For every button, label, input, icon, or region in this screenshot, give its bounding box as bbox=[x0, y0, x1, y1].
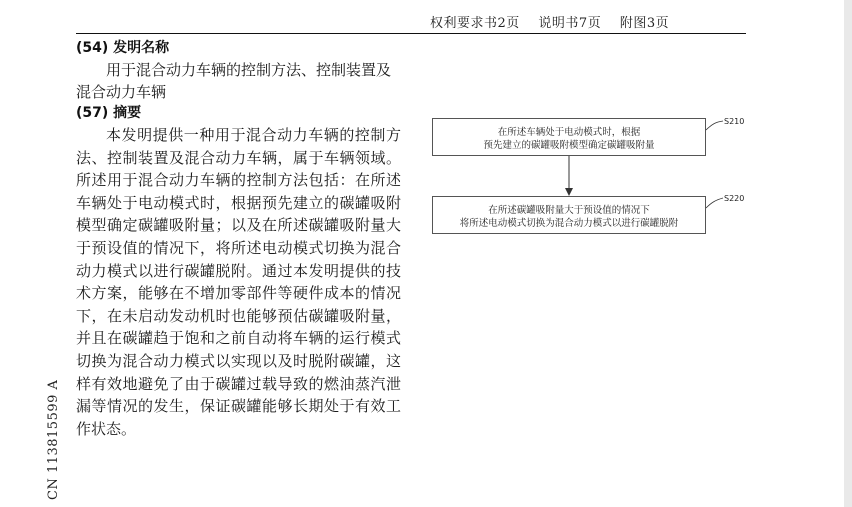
leader-line-s210 bbox=[706, 121, 723, 130]
step-s210-line2: 预先建立的碳罐吸附模型确定碳罐吸附量 bbox=[483, 140, 655, 151]
drawing-pages: 附图3页 bbox=[619, 16, 670, 31]
step-s210-line1: 在所述车辆处于电动模式时，根据 bbox=[497, 127, 641, 138]
page-header bbox=[430, 12, 683, 31]
page-edge-strip bbox=[844, 0, 852, 507]
claims-pages: 权利要求书2页 bbox=[430, 16, 520, 31]
header-rule bbox=[76, 33, 746, 34]
abstract-text: 本发明提供一种用于混合动力车辆的控制方法、控制装置及混合动力车辆，属于车辆领域。所述用于混合动力车辆的控制方法包括：在所述车辆处于电动模式时，根据预先建立的碳罐吸附模型确定碳罐吸附量；以及在所述碳罐吸附量大于预设值的情况下，将所述电动模式切换为混合动力模式以进行碳罐脱附。通过本发明提供的技术方案，能够在不增加零部件等硬件成本的情况下，在未启动发动机时也能够预估碳罐吸附量，并且在碳罐趋于饱和之前自动将车辆的运行模式切换为混合动力模式以实现以及时脱附碳罐，这样有效地避免了由于碳罐过载导致的燃油蒸汽泄漏等情况的发生，保证碳罐能够长期处于有效工作状态。 bbox=[76, 126, 401, 438]
step-s220-line2: 将所述电动模式切换为混合动力模式以进行碳罐脱附 bbox=[459, 218, 679, 229]
publication-number: CN 113815599 A bbox=[46, 379, 61, 500]
title-heading: (54) 发明名称 bbox=[76, 40, 170, 56]
step-s220-line1: 在所述碳罐吸附量大于预设值的情况下 bbox=[488, 205, 650, 216]
bibliographic-column bbox=[76, 38, 401, 440]
flowchart-step-s220 bbox=[432, 196, 706, 234]
step-label-s220: S220 bbox=[724, 194, 745, 203]
flowchart-step-s210 bbox=[432, 118, 706, 156]
step-label-s210: S210 bbox=[724, 117, 745, 126]
abstract-heading: (57) 摘要 bbox=[76, 105, 142, 121]
leader-line-s220 bbox=[706, 198, 723, 208]
invention-title: 用于混合动力车辆的控制方法、控制装置及混合动力车辆 bbox=[76, 61, 392, 101]
description-pages: 说明书7页 bbox=[538, 16, 602, 31]
